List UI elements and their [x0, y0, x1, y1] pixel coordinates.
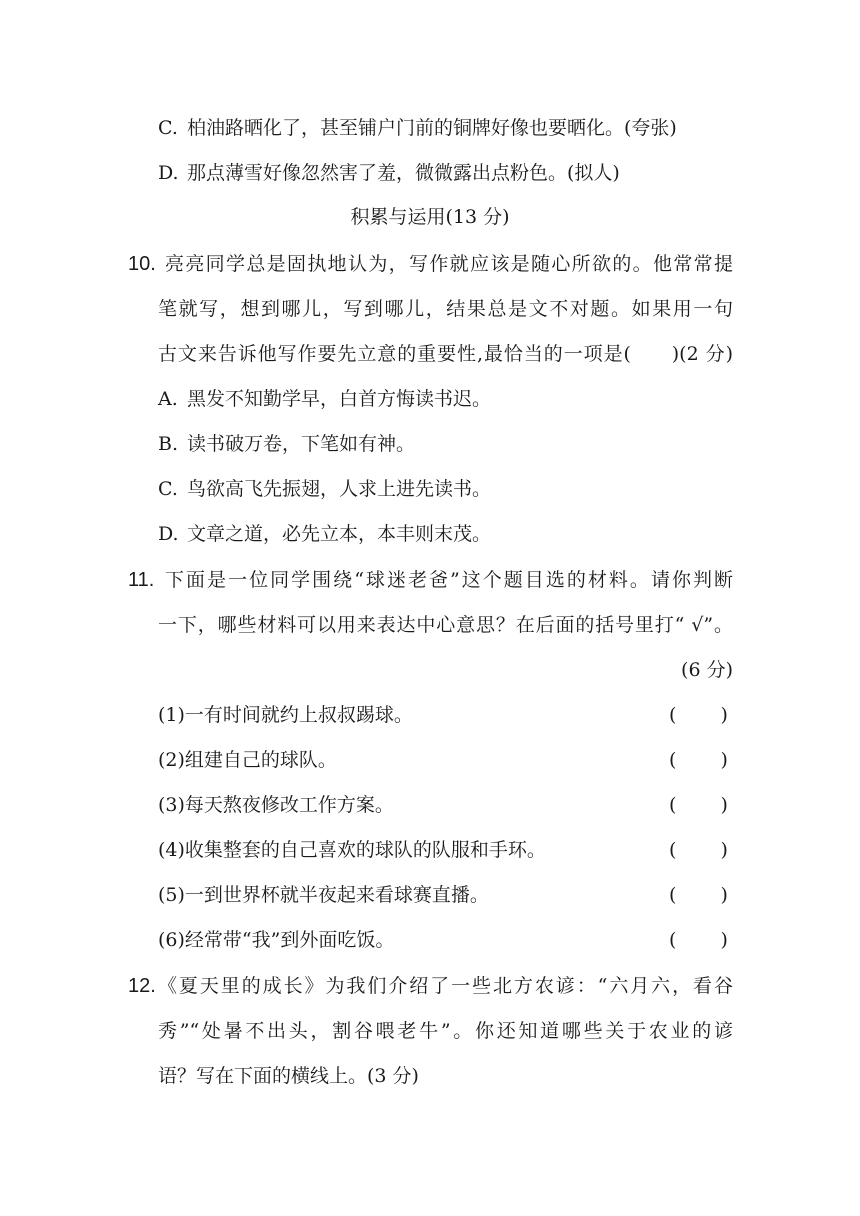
q10-option-d	[158, 521, 491, 547]
question-number-10: 10.	[128, 253, 156, 275]
q11-item-2: (2)组建自己的球队。	[158, 749, 337, 771]
option-letter: C.	[158, 117, 178, 139]
q11-item-1: (1)一有时间就约上叔叔踢球。	[158, 704, 413, 726]
q10-option-c	[158, 476, 491, 502]
answer-blank[interactable]: ( )	[669, 884, 728, 906]
option-text: 柏油路晒化了，甚至铺户门前的铜牌好像也要晒化。(夸张)	[187, 117, 677, 139]
q11-item-3: (3)每天熬夜修改工作方案。	[158, 794, 394, 816]
answer-blank[interactable]: ( )	[669, 929, 728, 951]
q11-item-4: (4)收集整套的自己喜欢的球队的队服和手环。	[158, 839, 546, 861]
q10-line-2: 笔就写，想到哪儿，写到哪儿，结果总是文不对题。如果用一句	[158, 298, 733, 320]
q10-option-b	[158, 431, 415, 457]
q10-option-a	[158, 386, 491, 412]
q9-option-d	[158, 160, 620, 186]
option-letter: D.	[158, 523, 179, 545]
q11-line-1: 下面是一位同学围绕“球迷老爸”这个题目选的材料。请你判断	[165, 569, 733, 591]
q10-line-1: 亮亮同学总是固执地认为，写作就应该是随心所欲的。他常常提	[165, 253, 733, 275]
option-letter: C.	[158, 478, 178, 500]
option-text: 那点薄雪好像忽然害了羞，微微露出点粉色。(拟人)	[187, 162, 620, 184]
option-letter: B.	[158, 433, 179, 455]
q12-line-3: 语？写在下面的横线上。(3 分)	[158, 1065, 419, 1087]
q11-item-6: (6)经常带“我”到外面吃饭。	[158, 929, 395, 951]
q11-item-5: (5)一到世界杯就半夜起来看球赛直播。	[158, 884, 489, 906]
q11-score: (6 分)	[681, 659, 733, 681]
q12-line-1: 《夏天里的成长》为我们介绍了一些北方农谚：“六月六，看谷	[158, 975, 733, 997]
q10-line-3: 古文来告诉他写作要先立意的重要性,最恰当的一项是( )(2 分)	[158, 343, 733, 365]
question-number-11: 11.	[128, 569, 155, 591]
q11-line-2: 一下，哪些材料可以用来表达中心意思？在后面的括号里打“ √”。	[158, 614, 733, 636]
option-text: 读书破万卷，下笔如有神。	[187, 433, 416, 455]
question-number-12: 12.	[128, 975, 156, 997]
answer-blank[interactable]: ( )	[669, 749, 728, 771]
q12-line-2: 秀”“处暑不出头，割谷喂老牛”。你还知道哪些关于农业的谚	[158, 1020, 733, 1042]
q9-option-c	[158, 115, 677, 141]
answer-blank[interactable]: ( )	[669, 704, 728, 726]
option-text: 文章之道，必先立本，本丰则末茂。	[187, 523, 492, 545]
option-text: 黑发不知勤学早，白首方悔读书迟。	[187, 388, 492, 410]
section-title: 积累与运用(13 分)	[350, 206, 510, 228]
answer-blank[interactable]: ( )	[669, 839, 728, 861]
answer-blank[interactable]: ( )	[669, 794, 728, 816]
option-letter: A.	[158, 388, 178, 410]
option-text: 鸟欲高飞先振翅，人求上进先读书。	[187, 478, 492, 500]
option-letter: D.	[158, 162, 179, 184]
